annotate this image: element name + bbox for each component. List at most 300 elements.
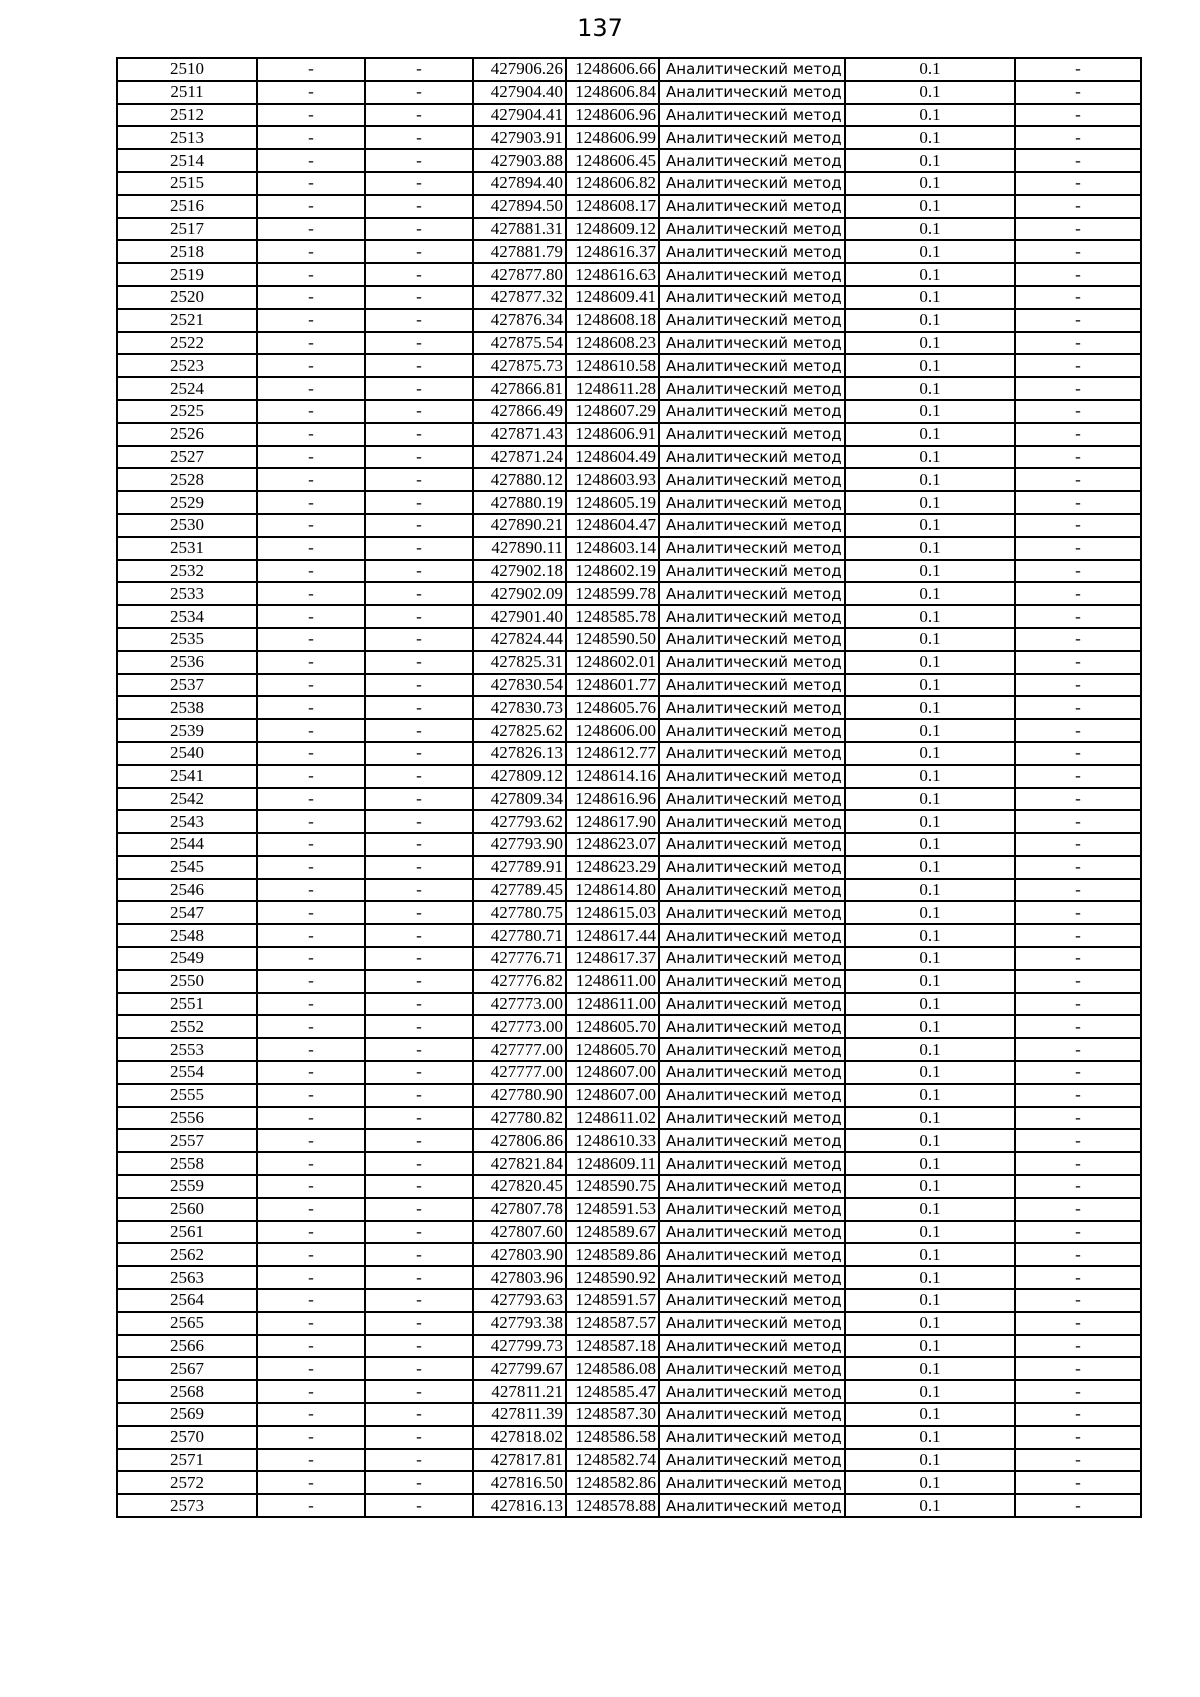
y-coordinate-cell: 1248603.14 <box>566 537 659 560</box>
dash-cell-b: - <box>365 605 473 628</box>
accuracy-cell: 0.1 <box>845 172 1015 195</box>
method-cell: Аналитический метод <box>659 856 845 879</box>
dash-cell-c: - <box>1015 1129 1141 1152</box>
table-row <box>117 810 1141 833</box>
method-cell: Аналитический метод <box>659 1266 845 1289</box>
accuracy-cell: 0.1 <box>845 833 1015 856</box>
table-row <box>117 924 1141 947</box>
x-coordinate-cell: 427890.11 <box>473 537 566 560</box>
dash-cell-a: - <box>257 286 365 309</box>
point-number-cell: 2569 <box>117 1403 257 1426</box>
dash-cell-a: - <box>257 1449 365 1472</box>
accuracy-cell: 0.1 <box>845 1038 1015 1061</box>
accuracy-cell: 0.1 <box>845 924 1015 947</box>
dash-cell-c: - <box>1015 1403 1141 1426</box>
dash-cell-b: - <box>365 218 473 241</box>
x-coordinate-cell: 427890.21 <box>473 514 566 537</box>
table-row <box>117 1266 1141 1289</box>
accuracy-cell: 0.1 <box>845 788 1015 811</box>
table-row <box>117 1403 1141 1426</box>
x-coordinate-cell: 427789.91 <box>473 856 566 879</box>
x-coordinate-cell: 427880.19 <box>473 491 566 514</box>
dash-cell-b: - <box>365 1152 473 1175</box>
dash-cell-a: - <box>257 126 365 149</box>
dash-cell-b: - <box>365 1175 473 1198</box>
point-number-cell: 2527 <box>117 446 257 469</box>
accuracy-cell: 0.1 <box>845 263 1015 286</box>
dash-cell-a: - <box>257 719 365 742</box>
dash-cell-a: - <box>257 1243 365 1266</box>
y-coordinate-cell: 1248603.93 <box>566 468 659 491</box>
dash-cell-a: - <box>257 1107 365 1130</box>
y-coordinate-cell: 1248610.33 <box>566 1129 659 1152</box>
dash-cell-c: - <box>1015 605 1141 628</box>
x-coordinate-cell: 427806.86 <box>473 1129 566 1152</box>
x-coordinate-cell: 427811.39 <box>473 1403 566 1426</box>
method-cell: Аналитический метод <box>659 1129 845 1152</box>
method-cell: Аналитический метод <box>659 218 845 241</box>
dash-cell-b: - <box>365 1471 473 1494</box>
dash-cell-b: - <box>365 628 473 651</box>
table-row <box>117 582 1141 605</box>
y-coordinate-cell: 1248599.78 <box>566 582 659 605</box>
accuracy-cell: 0.1 <box>845 879 1015 902</box>
dash-cell-c: - <box>1015 1471 1141 1494</box>
dash-cell-c: - <box>1015 1084 1141 1107</box>
dash-cell-c: - <box>1015 947 1141 970</box>
table-row <box>117 1471 1141 1494</box>
method-cell: Аналитический метод <box>659 742 845 765</box>
table-row <box>117 1038 1141 1061</box>
table-row <box>117 901 1141 924</box>
method-cell: Аналитический метод <box>659 240 845 263</box>
accuracy-cell: 0.1 <box>845 1357 1015 1380</box>
dash-cell-b: - <box>365 1015 473 1038</box>
dash-cell-b: - <box>365 81 473 104</box>
x-coordinate-cell: 427824.44 <box>473 628 566 651</box>
method-cell: Аналитический метод <box>659 970 845 993</box>
method-cell: Аналитический метод <box>659 1221 845 1244</box>
accuracy-cell: 0.1 <box>845 1449 1015 1472</box>
dash-cell-b: - <box>365 172 473 195</box>
accuracy-cell: 0.1 <box>845 1289 1015 1312</box>
x-coordinate-cell: 427789.45 <box>473 879 566 902</box>
method-cell: Аналитический метод <box>659 126 845 149</box>
table-row <box>117 263 1141 286</box>
point-number-cell: 2512 <box>117 104 257 127</box>
method-cell: Аналитический метод <box>659 1107 845 1130</box>
point-number-cell: 2528 <box>117 468 257 491</box>
y-coordinate-cell: 1248611.00 <box>566 993 659 1016</box>
dash-cell-b: - <box>365 1266 473 1289</box>
table-row <box>117 560 1141 583</box>
dash-cell-a: - <box>257 1266 365 1289</box>
dash-cell-c: - <box>1015 970 1141 993</box>
table-row <box>117 696 1141 719</box>
dash-cell-a: - <box>257 104 365 127</box>
y-coordinate-cell: 1248623.29 <box>566 856 659 879</box>
point-number-cell: 2553 <box>117 1038 257 1061</box>
table-row <box>117 970 1141 993</box>
y-coordinate-cell: 1248608.23 <box>566 332 659 355</box>
point-number-cell: 2517 <box>117 218 257 241</box>
method-cell: Аналитический метод <box>659 1357 845 1380</box>
accuracy-cell: 0.1 <box>845 651 1015 674</box>
dash-cell-c: - <box>1015 468 1141 491</box>
x-coordinate-cell: 427880.12 <box>473 468 566 491</box>
dash-cell-c: - <box>1015 1426 1141 1449</box>
x-coordinate-cell: 427809.12 <box>473 765 566 788</box>
accuracy-cell: 0.1 <box>845 719 1015 742</box>
accuracy-cell: 0.1 <box>845 1084 1015 1107</box>
dash-cell-a: - <box>257 81 365 104</box>
method-cell: Аналитический метод <box>659 810 845 833</box>
dash-cell-c: - <box>1015 400 1141 423</box>
point-number-cell: 2518 <box>117 240 257 263</box>
method-cell: Аналитический метод <box>659 104 845 127</box>
method-cell: Аналитический метод <box>659 1380 845 1403</box>
accuracy-cell: 0.1 <box>845 240 1015 263</box>
dash-cell-c: - <box>1015 309 1141 332</box>
dash-cell-c: - <box>1015 263 1141 286</box>
table-row <box>117 240 1141 263</box>
point-number-cell: 2520 <box>117 286 257 309</box>
x-coordinate-cell: 427780.90 <box>473 1084 566 1107</box>
x-coordinate-cell: 427881.79 <box>473 240 566 263</box>
dash-cell-a: - <box>257 765 365 788</box>
dash-cell-a: - <box>257 651 365 674</box>
dash-cell-b: - <box>365 286 473 309</box>
dash-cell-c: - <box>1015 423 1141 446</box>
point-number-cell: 2560 <box>117 1198 257 1221</box>
method-cell: Аналитический метод <box>659 1015 845 1038</box>
accuracy-cell: 0.1 <box>845 674 1015 697</box>
table-row <box>117 879 1141 902</box>
point-number-cell: 2546 <box>117 879 257 902</box>
dash-cell-b: - <box>365 537 473 560</box>
dash-cell-c: - <box>1015 674 1141 697</box>
x-coordinate-cell: 427816.50 <box>473 1471 566 1494</box>
method-cell: Аналитический метод <box>659 354 845 377</box>
accuracy-cell: 0.1 <box>845 195 1015 218</box>
accuracy-cell: 0.1 <box>845 765 1015 788</box>
table-row <box>117 1449 1141 1472</box>
accuracy-cell: 0.1 <box>845 605 1015 628</box>
method-cell: Аналитический метод <box>659 309 845 332</box>
dash-cell-c: - <box>1015 765 1141 788</box>
dash-cell-b: - <box>365 149 473 172</box>
point-number-cell: 2530 <box>117 514 257 537</box>
method-cell: Аналитический метод <box>659 1312 845 1335</box>
method-cell: Аналитический метод <box>659 400 845 423</box>
y-coordinate-cell: 1248589.86 <box>566 1243 659 1266</box>
page-number: 137 <box>577 14 623 42</box>
dash-cell-b: - <box>365 651 473 674</box>
x-coordinate-cell: 427793.63 <box>473 1289 566 1312</box>
method-cell: Аналитический метод <box>659 833 845 856</box>
point-number-cell: 2568 <box>117 1380 257 1403</box>
dash-cell-c: - <box>1015 354 1141 377</box>
point-number-cell: 2516 <box>117 195 257 218</box>
x-coordinate-cell: 427904.41 <box>473 104 566 127</box>
dash-cell-a: - <box>257 901 365 924</box>
point-number-cell: 2567 <box>117 1357 257 1380</box>
table-row <box>117 993 1141 1016</box>
table-row <box>117 1175 1141 1198</box>
x-coordinate-cell: 427803.96 <box>473 1266 566 1289</box>
y-coordinate-cell: 1248617.37 <box>566 947 659 970</box>
dash-cell-c: - <box>1015 1152 1141 1175</box>
dash-cell-a: - <box>257 1038 365 1061</box>
accuracy-cell: 0.1 <box>845 377 1015 400</box>
method-cell: Аналитический метод <box>659 81 845 104</box>
dash-cell-a: - <box>257 993 365 1016</box>
dash-cell-a: - <box>257 240 365 263</box>
table-row <box>117 719 1141 742</box>
dash-cell-a: - <box>257 1061 365 1084</box>
method-cell: Аналитический метод <box>659 924 845 947</box>
table-row <box>117 1198 1141 1221</box>
accuracy-cell: 0.1 <box>845 1221 1015 1244</box>
dash-cell-b: - <box>365 833 473 856</box>
x-coordinate-cell: 427901.40 <box>473 605 566 628</box>
dash-cell-b: - <box>365 719 473 742</box>
x-coordinate-cell: 427807.60 <box>473 1221 566 1244</box>
table-row <box>117 1312 1141 1335</box>
method-cell: Аналитический метод <box>659 149 845 172</box>
y-coordinate-cell: 1248606.66 <box>566 58 659 81</box>
dash-cell-c: - <box>1015 1357 1141 1380</box>
dash-cell-b: - <box>365 423 473 446</box>
table-row <box>117 1243 1141 1266</box>
x-coordinate-cell: 427816.13 <box>473 1494 566 1517</box>
dash-cell-b: - <box>365 993 473 1016</box>
dash-cell-c: - <box>1015 1221 1141 1244</box>
x-coordinate-cell: 427773.00 <box>473 1015 566 1038</box>
y-coordinate-cell: 1248612.77 <box>566 742 659 765</box>
y-coordinate-cell: 1248590.92 <box>566 1266 659 1289</box>
point-number-cell: 2526 <box>117 423 257 446</box>
table-row <box>117 537 1141 560</box>
point-number-cell: 2551 <box>117 993 257 1016</box>
dash-cell-b: - <box>365 582 473 605</box>
dash-cell-b: - <box>365 742 473 765</box>
point-number-cell: 2510 <box>117 58 257 81</box>
dash-cell-a: - <box>257 1471 365 1494</box>
x-coordinate-cell: 427825.31 <box>473 651 566 674</box>
x-coordinate-cell: 427780.71 <box>473 924 566 947</box>
table-row <box>117 674 1141 697</box>
x-coordinate-cell: 427809.34 <box>473 788 566 811</box>
method-cell: Аналитический метод <box>659 628 845 651</box>
table-row <box>117 1380 1141 1403</box>
y-coordinate-cell: 1248623.07 <box>566 833 659 856</box>
dash-cell-b: - <box>365 560 473 583</box>
point-number-cell: 2513 <box>117 126 257 149</box>
accuracy-cell: 0.1 <box>845 1198 1015 1221</box>
method-cell: Аналитический метод <box>659 1061 845 1084</box>
y-coordinate-cell: 1248616.37 <box>566 240 659 263</box>
x-coordinate-cell: 427906.26 <box>473 58 566 81</box>
point-number-cell: 2519 <box>117 263 257 286</box>
table-row <box>117 126 1141 149</box>
accuracy-cell: 0.1 <box>845 582 1015 605</box>
method-cell: Аналитический метод <box>659 1471 845 1494</box>
dash-cell-b: - <box>365 1289 473 1312</box>
point-number-cell: 2561 <box>117 1221 257 1244</box>
y-coordinate-cell: 1248606.96 <box>566 104 659 127</box>
x-coordinate-cell: 427803.90 <box>473 1243 566 1266</box>
x-coordinate-cell: 427777.00 <box>473 1038 566 1061</box>
table-row <box>117 104 1141 127</box>
x-coordinate-cell: 427826.13 <box>473 742 566 765</box>
method-cell: Аналитический метод <box>659 1175 845 1198</box>
dash-cell-a: - <box>257 195 365 218</box>
point-number-cell: 2572 <box>117 1471 257 1494</box>
dash-cell-a: - <box>257 468 365 491</box>
dash-cell-a: - <box>257 856 365 879</box>
y-coordinate-cell: 1248614.16 <box>566 765 659 788</box>
point-number-cell: 2558 <box>117 1152 257 1175</box>
point-number-cell: 2552 <box>117 1015 257 1038</box>
table-body <box>117 58 1141 1517</box>
dash-cell-b: - <box>365 879 473 902</box>
x-coordinate-cell: 427875.73 <box>473 354 566 377</box>
point-number-cell: 2537 <box>117 674 257 697</box>
x-coordinate-cell: 427799.67 <box>473 1357 566 1380</box>
dash-cell-b: - <box>365 1084 473 1107</box>
dash-cell-c: - <box>1015 491 1141 514</box>
point-number-cell: 2565 <box>117 1312 257 1335</box>
dash-cell-a: - <box>257 879 365 902</box>
y-coordinate-cell: 1248609.11 <box>566 1152 659 1175</box>
method-cell: Аналитический метод <box>659 993 845 1016</box>
dash-cell-b: - <box>365 1221 473 1244</box>
table-row <box>117 833 1141 856</box>
point-number-cell: 2515 <box>117 172 257 195</box>
y-coordinate-cell: 1248601.77 <box>566 674 659 697</box>
accuracy-cell: 0.1 <box>845 446 1015 469</box>
dash-cell-b: - <box>365 970 473 993</box>
dash-cell-b: - <box>365 446 473 469</box>
y-coordinate-cell: 1248605.70 <box>566 1038 659 1061</box>
accuracy-cell: 0.1 <box>845 423 1015 446</box>
accuracy-cell: 0.1 <box>845 354 1015 377</box>
method-cell: Аналитический метод <box>659 514 845 537</box>
table-row <box>117 1494 1141 1517</box>
method-cell: Аналитический метод <box>659 947 845 970</box>
x-coordinate-cell: 427776.82 <box>473 970 566 993</box>
accuracy-cell: 0.1 <box>845 856 1015 879</box>
table-row <box>117 468 1141 491</box>
y-coordinate-cell: 1248578.88 <box>566 1494 659 1517</box>
point-number-cell: 2532 <box>117 560 257 583</box>
dash-cell-a: - <box>257 1015 365 1038</box>
accuracy-cell: 0.1 <box>845 742 1015 765</box>
dash-cell-c: - <box>1015 218 1141 241</box>
accuracy-cell: 0.1 <box>845 149 1015 172</box>
dash-cell-b: - <box>365 377 473 400</box>
dash-cell-b: - <box>365 104 473 127</box>
dash-cell-b: - <box>365 696 473 719</box>
y-coordinate-cell: 1248604.49 <box>566 446 659 469</box>
point-number-cell: 2545 <box>117 856 257 879</box>
dash-cell-a: - <box>257 833 365 856</box>
dash-cell-c: - <box>1015 719 1141 742</box>
dash-cell-c: - <box>1015 696 1141 719</box>
y-coordinate-cell: 1248606.00 <box>566 719 659 742</box>
x-coordinate-cell: 427793.90 <box>473 833 566 856</box>
table-row <box>117 1061 1141 1084</box>
point-number-cell: 2541 <box>117 765 257 788</box>
accuracy-cell: 0.1 <box>845 901 1015 924</box>
x-coordinate-cell: 427807.78 <box>473 1198 566 1221</box>
y-coordinate-cell: 1248605.76 <box>566 696 659 719</box>
dash-cell-b: - <box>365 400 473 423</box>
x-coordinate-cell: 427875.54 <box>473 332 566 355</box>
dash-cell-a: - <box>257 1198 365 1221</box>
table-row <box>117 172 1141 195</box>
method-cell: Аналитический метод <box>659 1426 845 1449</box>
dash-cell-b: - <box>365 674 473 697</box>
accuracy-cell: 0.1 <box>845 104 1015 127</box>
y-coordinate-cell: 1248587.57 <box>566 1312 659 1335</box>
dash-cell-b: - <box>365 263 473 286</box>
method-cell: Аналитический метод <box>659 1403 845 1426</box>
dash-cell-a: - <box>257 742 365 765</box>
dash-cell-b: - <box>365 1312 473 1335</box>
point-number-cell: 2535 <box>117 628 257 651</box>
accuracy-cell: 0.1 <box>845 560 1015 583</box>
dash-cell-c: - <box>1015 81 1141 104</box>
dash-cell-c: - <box>1015 172 1141 195</box>
y-coordinate-cell: 1248616.63 <box>566 263 659 286</box>
dash-cell-c: - <box>1015 856 1141 879</box>
table-row <box>117 1426 1141 1449</box>
accuracy-cell: 0.1 <box>845 309 1015 332</box>
y-coordinate-cell: 1248617.90 <box>566 810 659 833</box>
dash-cell-c: - <box>1015 149 1141 172</box>
dash-cell-c: - <box>1015 286 1141 309</box>
method-cell: Аналитический метод <box>659 58 845 81</box>
point-number-cell: 2544 <box>117 833 257 856</box>
point-number-cell: 2547 <box>117 901 257 924</box>
dash-cell-c: - <box>1015 833 1141 856</box>
method-cell: Аналитический метод <box>659 719 845 742</box>
method-cell: Аналитический метод <box>659 1152 845 1175</box>
table-row <box>117 58 1141 81</box>
y-coordinate-cell: 1248591.53 <box>566 1198 659 1221</box>
table-row <box>117 628 1141 651</box>
dash-cell-c: - <box>1015 901 1141 924</box>
dash-cell-b: - <box>365 1357 473 1380</box>
dash-cell-b: - <box>365 514 473 537</box>
dash-cell-c: - <box>1015 1289 1141 1312</box>
x-coordinate-cell: 427780.82 <box>473 1107 566 1130</box>
dash-cell-a: - <box>257 400 365 423</box>
y-coordinate-cell: 1248582.86 <box>566 1471 659 1494</box>
accuracy-cell: 0.1 <box>845 537 1015 560</box>
y-coordinate-cell: 1248607.00 <box>566 1061 659 1084</box>
y-coordinate-cell: 1248587.30 <box>566 1403 659 1426</box>
table-row <box>117 514 1141 537</box>
accuracy-cell: 0.1 <box>845 81 1015 104</box>
point-number-cell: 2555 <box>117 1084 257 1107</box>
y-coordinate-cell: 1248586.08 <box>566 1357 659 1380</box>
table-row <box>117 1107 1141 1130</box>
dash-cell-a: - <box>257 218 365 241</box>
y-coordinate-cell: 1248614.80 <box>566 879 659 902</box>
